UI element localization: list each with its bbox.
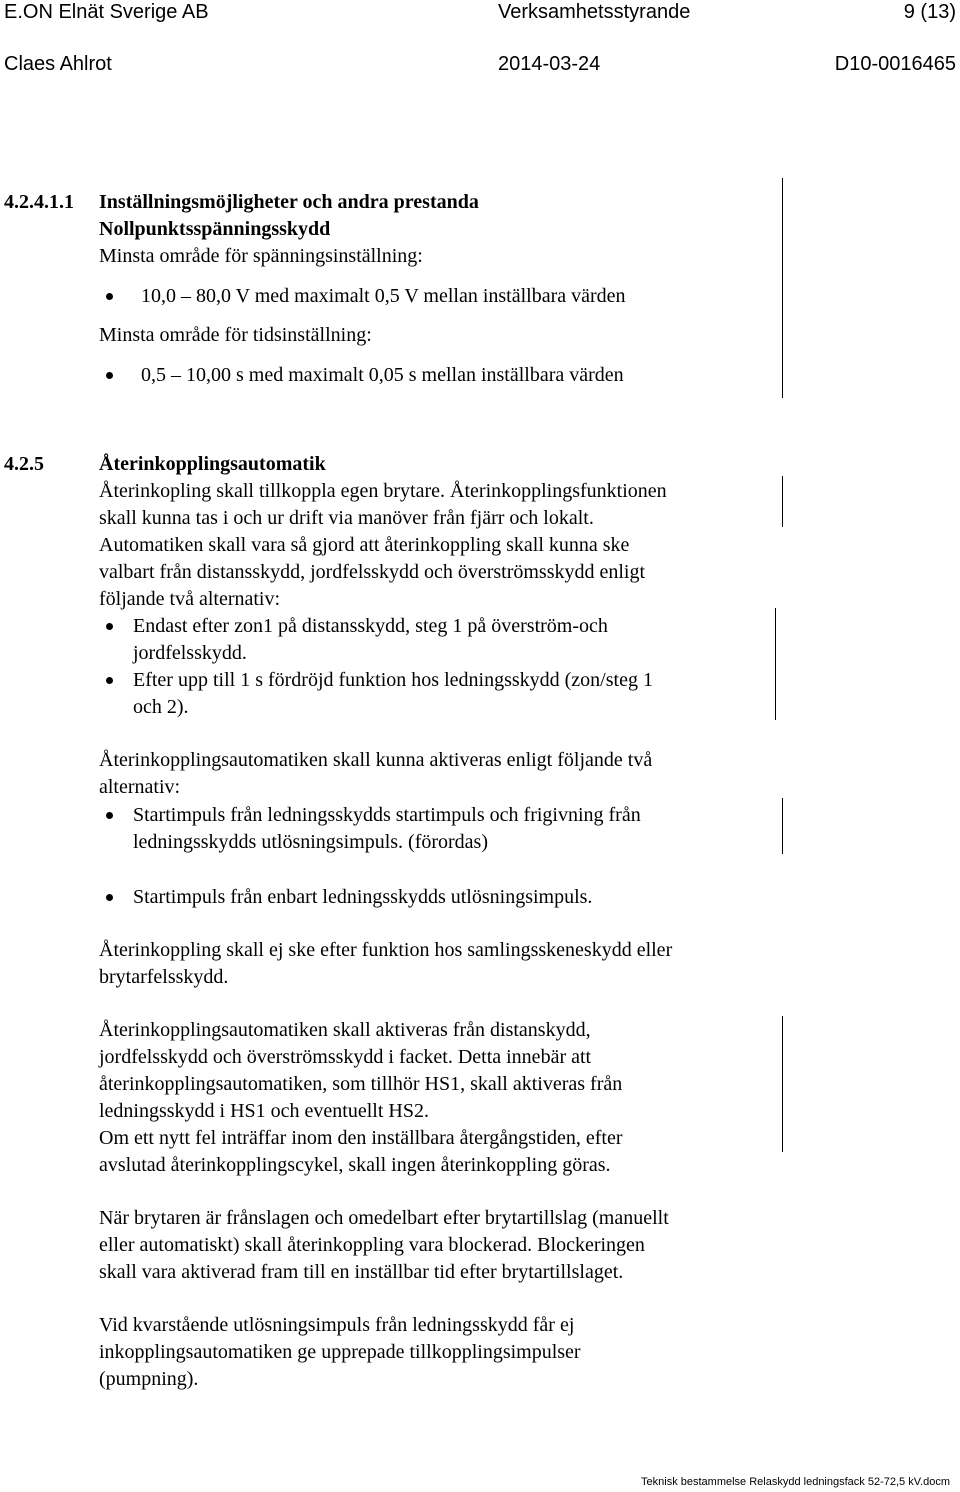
header-document-id: D10-0016465 [834, 53, 956, 75]
paragraph-line: skall kunna tas i och ur drift via manöver från fjärr och lokalt. [99, 507, 594, 529]
paragraph-line: brytarfelsskydd. [99, 966, 229, 988]
paragraph-line: valbart från distansskydd, jordfelsskydd och överströmsskydd enligt [99, 561, 646, 583]
section-subtitle: Nollpunktsspänningsskydd [99, 218, 331, 240]
paragraph-line: Vid kvarstående utlösningsimpuls från ledningsskydd får ej [99, 1314, 575, 1336]
paragraph-line: Återinkopplingsautomatiken skall kunna aktiveras enligt följande två [99, 749, 653, 771]
time-range-label: Minsta område för tidsinställning: [99, 324, 372, 346]
section-title: Återinkopplingsautomatik [99, 453, 326, 475]
header-company: E.ON Elnät Sverige AB [4, 1, 209, 23]
list-item-line: Startimpuls från enbart ledningsskydds utlösningsimpuls. [133, 886, 593, 908]
revision-bar [782, 798, 783, 854]
paragraph-line: följande två alternativ: [99, 588, 281, 610]
list-item-line: Efter upp till 1 s fördröjd funktion hos ledningsskydd (zon/steg 1 [133, 669, 653, 691]
paragraph-line: avslutad återinkopplingscykel, skall ingen återinkoppling göras. [99, 1154, 611, 1176]
section-title: Inställningsmöjligheter och andra prestanda [99, 191, 479, 213]
section-number: 4.2.4.1.1 [4, 191, 74, 213]
list-item-line: jordfelsskydd. [133, 642, 247, 664]
header-page-number: 9 (13) [903, 1, 956, 23]
time-range-item: 0,5 – 10,00 s med maximalt 0,05 s mellan inställbara värden [141, 364, 624, 386]
paragraph-line: återinkopplingsautomatiken, som tillhör HS1, skall aktiveras från [99, 1073, 623, 1095]
bullet-icon [106, 623, 113, 630]
paragraph-line: Om ett nytt fel inträffar inom den inställbara återgångstiden, efter [99, 1127, 623, 1149]
paragraph-line: alternativ: [99, 776, 181, 798]
paragraph-line: Återinkopplingsautomatiken skall aktiveras från distanskydd, [99, 1019, 591, 1041]
bullet-icon [106, 677, 113, 684]
paragraph-line: När brytaren är frånslagen och omedelbart efter brytartillslag (manuellt [99, 1207, 669, 1229]
list-item-line: Endast efter zon1 på distansskydd, steg 1 på överström-och [133, 615, 608, 637]
paragraph-line: skall vara aktiverad fram till en inställbar tid efter brytartillslaget. [99, 1261, 624, 1283]
list-item-line: och 2). [133, 696, 189, 718]
revision-bar [775, 608, 776, 720]
footer-filename: Teknisk bestammelse Relaskydd ledningsfack 52-72,5 kV.docm [641, 1476, 950, 1488]
section-number: 4.2.5 [4, 453, 44, 475]
bullet-icon [106, 293, 113, 300]
paragraph-line: eller automatiskt) skall återinkoppling vara blockerad. Blockeringen [99, 1234, 645, 1256]
list-item-line: ledningsskydds utlösningsimpuls. (förordas) [133, 831, 488, 853]
paragraph-line: jordfelsskydd och överströmsskydd i facket. Detta innebär att [99, 1046, 592, 1068]
paragraph-line: inkopplingsautomatiken ge upprepade tillkopplingsimpulser [99, 1341, 581, 1363]
paragraph-line: (pumpning). [99, 1368, 199, 1390]
header-author: Claes Ahlrot [4, 53, 112, 75]
paragraph-line: Återinkopling skall tillkoppla egen brytare. Återinkopplingsfunktionen [99, 480, 667, 502]
revision-bar [782, 476, 783, 527]
voltage-range-label: Minsta område för spänningsinställning: [99, 245, 423, 267]
paragraph-line: Automatiken skall vara så gjord att återinkoppling skall kunna ske [99, 534, 630, 556]
voltage-range-item: 10,0 – 80,0 V med maximalt 0,5 V mellan inställbara värden [141, 285, 626, 307]
paragraph-line: ledningsskydd i HS1 och eventuellt HS2. [99, 1100, 429, 1122]
bullet-icon [106, 372, 113, 379]
bullet-icon [106, 812, 113, 819]
revision-bar [782, 178, 783, 398]
list-item-line: Startimpuls från ledningsskydds startimpuls och frigivning från [133, 804, 641, 826]
bullet-icon [106, 894, 113, 901]
header-date: 2014-03-24 [498, 53, 601, 75]
header-category: Verksamhetsstyrande [498, 1, 691, 23]
revision-bar [782, 1016, 783, 1152]
paragraph-line: Återinkoppling skall ej ske efter funktion hos samlingsskeneskydd eller [99, 939, 673, 961]
